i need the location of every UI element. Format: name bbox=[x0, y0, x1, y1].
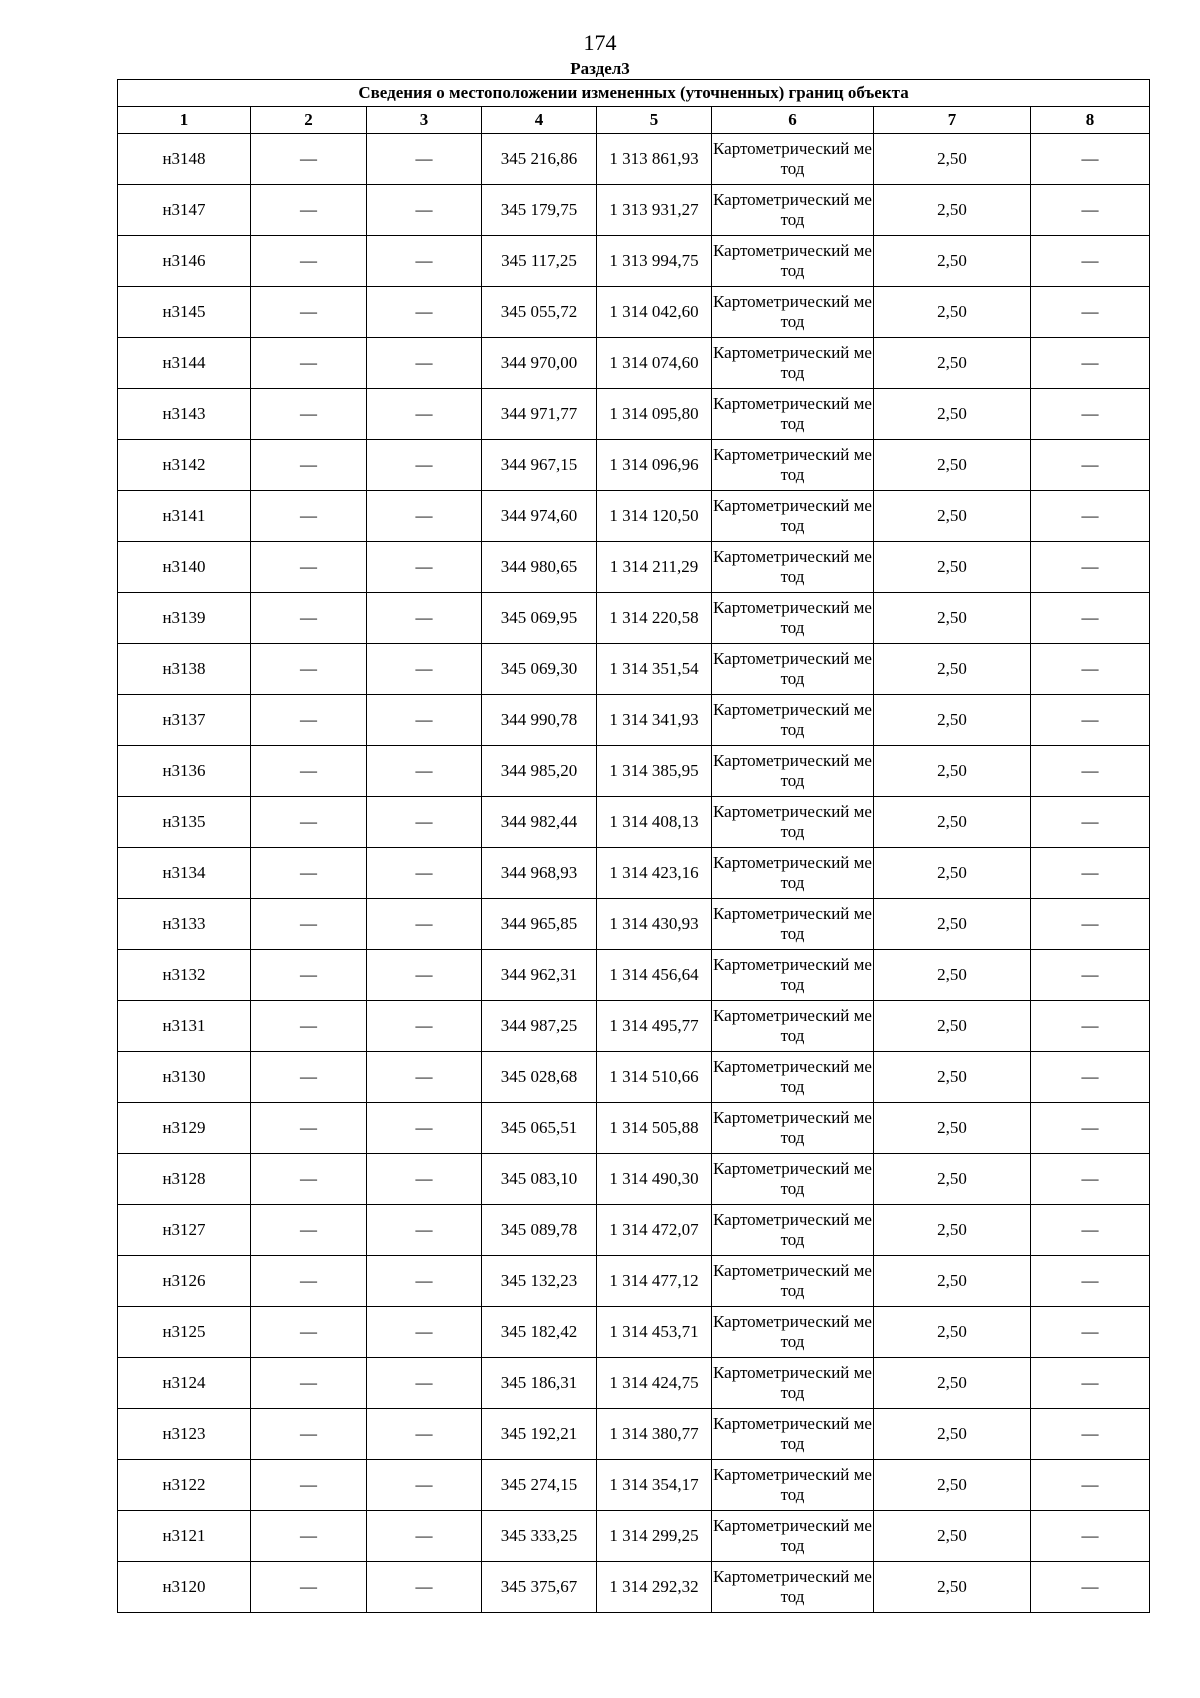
column-2-cell: — bbox=[251, 287, 367, 338]
x-coordinate-cell: 345 065,51 bbox=[482, 1103, 597, 1154]
method-cell: Картометрический метод bbox=[712, 1001, 874, 1052]
column-numbers-row bbox=[118, 107, 1150, 134]
x-coordinate-cell: 345 083,10 bbox=[482, 1154, 597, 1205]
column-2-cell: — bbox=[251, 389, 367, 440]
table-row bbox=[118, 185, 1150, 236]
column-3-cell: — bbox=[367, 491, 482, 542]
y-coordinate-cell: 1 314 220,58 bbox=[597, 593, 712, 644]
accuracy-cell: 2,50 bbox=[874, 1358, 1031, 1409]
table-row bbox=[118, 695, 1150, 746]
column-2-cell: — bbox=[251, 695, 367, 746]
column-2-cell: — bbox=[251, 644, 367, 695]
y-coordinate-cell: 1 314 472,07 bbox=[597, 1205, 712, 1256]
column-8-cell: — bbox=[1031, 287, 1150, 338]
point-cell: н3133 bbox=[118, 899, 251, 950]
column-8-cell: — bbox=[1031, 644, 1150, 695]
method-cell: Картометрический метод bbox=[712, 440, 874, 491]
point-cell: н3139 bbox=[118, 593, 251, 644]
point-cell: н3135 bbox=[118, 797, 251, 848]
y-coordinate-cell: 1 314 380,77 bbox=[597, 1409, 712, 1460]
column-3-cell: — bbox=[367, 1205, 482, 1256]
column-number-8: 8 bbox=[1031, 107, 1150, 134]
point-cell: н3136 bbox=[118, 746, 251, 797]
accuracy-cell: 2,50 bbox=[874, 1409, 1031, 1460]
method-cell: Картометрический метод bbox=[712, 1358, 874, 1409]
column-3-cell: — bbox=[367, 338, 482, 389]
y-coordinate-cell: 1 313 994,75 bbox=[597, 236, 712, 287]
column-2-cell: — bbox=[251, 1358, 367, 1409]
column-3-cell: — bbox=[367, 644, 482, 695]
method-cell: Картометрический метод bbox=[712, 491, 874, 542]
point-cell: н3147 bbox=[118, 185, 251, 236]
column-2-cell: — bbox=[251, 1256, 367, 1307]
accuracy-cell: 2,50 bbox=[874, 695, 1031, 746]
column-3-cell: — bbox=[367, 1511, 482, 1562]
method-cell: Картометрический метод bbox=[712, 593, 874, 644]
y-coordinate-cell: 1 314 453,71 bbox=[597, 1307, 712, 1358]
y-coordinate-cell: 1 314 095,80 bbox=[597, 389, 712, 440]
x-coordinate-cell: 345 333,25 bbox=[482, 1511, 597, 1562]
y-coordinate-cell: 1 314 424,75 bbox=[597, 1358, 712, 1409]
column-3-cell: — bbox=[367, 1103, 482, 1154]
method-cell: Картометрический метод bbox=[712, 848, 874, 899]
table-row bbox=[118, 899, 1150, 950]
table-row bbox=[118, 848, 1150, 899]
column-2-cell: — bbox=[251, 542, 367, 593]
table-row bbox=[118, 338, 1150, 389]
table-row bbox=[118, 746, 1150, 797]
x-coordinate-cell: 344 990,78 bbox=[482, 695, 597, 746]
column-2-cell: — bbox=[251, 797, 367, 848]
column-3-cell: — bbox=[367, 236, 482, 287]
x-coordinate-cell: 345 186,31 bbox=[482, 1358, 597, 1409]
accuracy-cell: 2,50 bbox=[874, 236, 1031, 287]
accuracy-cell: 2,50 bbox=[874, 1562, 1031, 1613]
method-cell: Картометрический метод bbox=[712, 746, 874, 797]
column-8-cell: — bbox=[1031, 1307, 1150, 1358]
method-cell: Картометрический метод bbox=[712, 236, 874, 287]
x-coordinate-cell: 345 132,23 bbox=[482, 1256, 597, 1307]
point-cell: н3130 bbox=[118, 1052, 251, 1103]
point-cell: н3120 bbox=[118, 1562, 251, 1613]
column-8-cell: — bbox=[1031, 440, 1150, 491]
column-8-cell: — bbox=[1031, 1154, 1150, 1205]
point-cell: н3137 bbox=[118, 695, 251, 746]
x-coordinate-cell: 344 974,60 bbox=[482, 491, 597, 542]
column-3-cell: — bbox=[367, 899, 482, 950]
x-coordinate-cell: 345 179,75 bbox=[482, 185, 597, 236]
column-number-6: 6 bbox=[712, 107, 874, 134]
table-row bbox=[118, 1256, 1150, 1307]
column-2-cell: — bbox=[251, 491, 367, 542]
accuracy-cell: 2,50 bbox=[874, 950, 1031, 1001]
accuracy-cell: 2,50 bbox=[874, 1205, 1031, 1256]
method-cell: Картометрический метод bbox=[712, 287, 874, 338]
column-number-5: 5 bbox=[597, 107, 712, 134]
x-coordinate-cell: 344 985,20 bbox=[482, 746, 597, 797]
column-2-cell: — bbox=[251, 1460, 367, 1511]
y-coordinate-cell: 1 314 408,13 bbox=[597, 797, 712, 848]
column-8-cell: — bbox=[1031, 236, 1150, 287]
accuracy-cell: 2,50 bbox=[874, 389, 1031, 440]
y-coordinate-cell: 1 313 931,27 bbox=[597, 185, 712, 236]
y-coordinate-cell: 1 314 385,95 bbox=[597, 746, 712, 797]
table-row bbox=[118, 1001, 1150, 1052]
column-8-cell: — bbox=[1031, 1001, 1150, 1052]
column-8-cell: — bbox=[1031, 1562, 1150, 1613]
table-row bbox=[118, 1205, 1150, 1256]
point-cell: н3141 bbox=[118, 491, 251, 542]
column-8-cell: — bbox=[1031, 695, 1150, 746]
column-8-cell: — bbox=[1031, 389, 1150, 440]
y-coordinate-cell: 1 314 074,60 bbox=[597, 338, 712, 389]
point-cell: н3148 bbox=[118, 134, 251, 185]
point-cell: н3142 bbox=[118, 440, 251, 491]
column-2-cell: — bbox=[251, 1001, 367, 1052]
accuracy-cell: 2,50 bbox=[874, 287, 1031, 338]
x-coordinate-cell: 345 069,30 bbox=[482, 644, 597, 695]
column-8-cell: — bbox=[1031, 1358, 1150, 1409]
table-row bbox=[118, 287, 1150, 338]
column-2-cell: — bbox=[251, 593, 367, 644]
y-coordinate-cell: 1 314 354,17 bbox=[597, 1460, 712, 1511]
method-cell: Картометрический метод bbox=[712, 950, 874, 1001]
accuracy-cell: 2,50 bbox=[874, 797, 1031, 848]
table-row bbox=[118, 134, 1150, 185]
method-cell: Картометрический метод bbox=[712, 185, 874, 236]
section-title: Раздел3 bbox=[570, 59, 630, 78]
x-coordinate-cell: 344 987,25 bbox=[482, 1001, 597, 1052]
column-3-cell: — bbox=[367, 1154, 482, 1205]
table-row bbox=[118, 593, 1150, 644]
column-2-cell: — bbox=[251, 134, 367, 185]
accuracy-cell: 2,50 bbox=[874, 1256, 1031, 1307]
method-cell: Картометрический метод bbox=[712, 899, 874, 950]
column-8-cell: — bbox=[1031, 338, 1150, 389]
column-8-cell: — bbox=[1031, 134, 1150, 185]
method-cell: Картометрический метод bbox=[712, 1256, 874, 1307]
table-row bbox=[118, 1358, 1150, 1409]
method-cell: Картометрический метод bbox=[712, 1562, 874, 1613]
column-8-cell: — bbox=[1031, 491, 1150, 542]
table-row bbox=[118, 1103, 1150, 1154]
column-2-cell: — bbox=[251, 236, 367, 287]
table-row bbox=[118, 1409, 1150, 1460]
column-2-cell: — bbox=[251, 848, 367, 899]
table-caption-row bbox=[118, 80, 1150, 107]
y-coordinate-cell: 1 313 861,93 bbox=[597, 134, 712, 185]
method-cell: Картометрический метод bbox=[712, 542, 874, 593]
method-cell: Картометрический метод bbox=[712, 1409, 874, 1460]
point-cell: н3144 bbox=[118, 338, 251, 389]
y-coordinate-cell: 1 314 505,88 bbox=[597, 1103, 712, 1154]
point-cell: н3146 bbox=[118, 236, 251, 287]
x-coordinate-cell: 344 971,77 bbox=[482, 389, 597, 440]
column-8-cell: — bbox=[1031, 185, 1150, 236]
column-3-cell: — bbox=[367, 1001, 482, 1052]
accuracy-cell: 2,50 bbox=[874, 338, 1031, 389]
method-cell: Картометрический метод bbox=[712, 695, 874, 746]
column-3-cell: — bbox=[367, 695, 482, 746]
table-row bbox=[118, 542, 1150, 593]
y-coordinate-cell: 1 314 211,29 bbox=[597, 542, 712, 593]
column-3-cell: — bbox=[367, 542, 482, 593]
boundary-coordinates-table bbox=[117, 79, 1150, 1613]
y-coordinate-cell: 1 314 490,30 bbox=[597, 1154, 712, 1205]
accuracy-cell: 2,50 bbox=[874, 1103, 1031, 1154]
x-coordinate-cell: 344 962,31 bbox=[482, 950, 597, 1001]
point-cell: н3123 bbox=[118, 1409, 251, 1460]
column-2-cell: — bbox=[251, 1154, 367, 1205]
method-cell: Картометрический метод bbox=[712, 1511, 874, 1562]
point-cell: н3122 bbox=[118, 1460, 251, 1511]
column-3-cell: — bbox=[367, 287, 482, 338]
y-coordinate-cell: 1 314 120,50 bbox=[597, 491, 712, 542]
method-cell: Картометрический метод bbox=[712, 1154, 874, 1205]
column-8-cell: — bbox=[1031, 1052, 1150, 1103]
column-8-cell: — bbox=[1031, 542, 1150, 593]
point-cell: н3138 bbox=[118, 644, 251, 695]
y-coordinate-cell: 1 314 456,64 bbox=[597, 950, 712, 1001]
point-cell: н3145 bbox=[118, 287, 251, 338]
column-8-cell: — bbox=[1031, 1256, 1150, 1307]
method-cell: Картометрический метод bbox=[712, 644, 874, 695]
accuracy-cell: 2,50 bbox=[874, 848, 1031, 899]
column-3-cell: — bbox=[367, 746, 482, 797]
accuracy-cell: 2,50 bbox=[874, 746, 1031, 797]
x-coordinate-cell: 344 970,00 bbox=[482, 338, 597, 389]
column-2-cell: — bbox=[251, 1511, 367, 1562]
x-coordinate-cell: 345 055,72 bbox=[482, 287, 597, 338]
x-coordinate-cell: 345 216,86 bbox=[482, 134, 597, 185]
column-8-cell: — bbox=[1031, 1205, 1150, 1256]
table-row bbox=[118, 491, 1150, 542]
column-2-cell: — bbox=[251, 1307, 367, 1358]
x-coordinate-cell: 345 182,42 bbox=[482, 1307, 597, 1358]
y-coordinate-cell: 1 314 341,93 bbox=[597, 695, 712, 746]
table-row bbox=[118, 236, 1150, 287]
accuracy-cell: 2,50 bbox=[874, 185, 1031, 236]
y-coordinate-cell: 1 314 510,66 bbox=[597, 1052, 712, 1103]
column-3-cell: — bbox=[367, 950, 482, 1001]
method-cell: Картометрический метод bbox=[712, 1460, 874, 1511]
method-cell: Картометрический метод bbox=[712, 797, 874, 848]
column-2-cell: — bbox=[251, 1052, 367, 1103]
table-row bbox=[118, 1511, 1150, 1562]
y-coordinate-cell: 1 314 430,93 bbox=[597, 899, 712, 950]
point-cell: н3131 bbox=[118, 1001, 251, 1052]
accuracy-cell: 2,50 bbox=[874, 593, 1031, 644]
column-3-cell: — bbox=[367, 593, 482, 644]
column-8-cell: — bbox=[1031, 950, 1150, 1001]
table-row bbox=[118, 389, 1150, 440]
column-3-cell: — bbox=[367, 1256, 482, 1307]
column-8-cell: — bbox=[1031, 797, 1150, 848]
column-3-cell: — bbox=[367, 134, 482, 185]
column-3-cell: — bbox=[367, 1460, 482, 1511]
method-cell: Картометрический метод bbox=[712, 1052, 874, 1103]
method-cell: Картометрический метод bbox=[712, 134, 874, 185]
column-2-cell: — bbox=[251, 185, 367, 236]
y-coordinate-cell: 1 314 299,25 bbox=[597, 1511, 712, 1562]
method-cell: Картометрический метод bbox=[712, 389, 874, 440]
column-2-cell: — bbox=[251, 950, 367, 1001]
table-row bbox=[118, 1562, 1150, 1613]
accuracy-cell: 2,50 bbox=[874, 134, 1031, 185]
point-cell: н3127 bbox=[118, 1205, 251, 1256]
column-3-cell: — bbox=[367, 1562, 482, 1613]
accuracy-cell: 2,50 bbox=[874, 1307, 1031, 1358]
x-coordinate-cell: 344 965,85 bbox=[482, 899, 597, 950]
table-row bbox=[118, 440, 1150, 491]
point-cell: н3134 bbox=[118, 848, 251, 899]
column-2-cell: — bbox=[251, 746, 367, 797]
column-2-cell: — bbox=[251, 1103, 367, 1154]
y-coordinate-cell: 1 314 042,60 bbox=[597, 287, 712, 338]
point-cell: н3125 bbox=[118, 1307, 251, 1358]
table-body bbox=[118, 134, 1150, 1613]
column-2-cell: — bbox=[251, 1562, 367, 1613]
x-coordinate-cell: 345 117,25 bbox=[482, 236, 597, 287]
column-3-cell: — bbox=[367, 848, 482, 899]
column-2-cell: — bbox=[251, 440, 367, 491]
column-3-cell: — bbox=[367, 1358, 482, 1409]
column-3-cell: — bbox=[367, 185, 482, 236]
x-coordinate-cell: 345 274,15 bbox=[482, 1460, 597, 1511]
accuracy-cell: 2,50 bbox=[874, 644, 1031, 695]
y-coordinate-cell: 1 314 351,54 bbox=[597, 644, 712, 695]
column-8-cell: — bbox=[1031, 1511, 1150, 1562]
column-8-cell: — bbox=[1031, 593, 1150, 644]
table-row bbox=[118, 797, 1150, 848]
y-coordinate-cell: 1 314 096,96 bbox=[597, 440, 712, 491]
column-3-cell: — bbox=[367, 1307, 482, 1358]
x-coordinate-cell: 345 028,68 bbox=[482, 1052, 597, 1103]
method-cell: Картометрический метод bbox=[712, 1205, 874, 1256]
accuracy-cell: 2,50 bbox=[874, 1052, 1031, 1103]
x-coordinate-cell: 344 982,44 bbox=[482, 797, 597, 848]
y-coordinate-cell: 1 314 477,12 bbox=[597, 1256, 712, 1307]
column-number-2: 2 bbox=[251, 107, 367, 134]
accuracy-cell: 2,50 bbox=[874, 1154, 1031, 1205]
method-cell: Картометрический метод bbox=[712, 338, 874, 389]
method-cell: Картометрический метод bbox=[712, 1307, 874, 1358]
point-cell: н3124 bbox=[118, 1358, 251, 1409]
table-row bbox=[118, 644, 1150, 695]
column-number-7: 7 bbox=[874, 107, 1031, 134]
page-number: 174 bbox=[583, 30, 617, 55]
table-row bbox=[118, 1154, 1150, 1205]
table-row bbox=[118, 1052, 1150, 1103]
column-2-cell: — bbox=[251, 338, 367, 389]
accuracy-cell: 2,50 bbox=[874, 440, 1031, 491]
column-2-cell: — bbox=[251, 1205, 367, 1256]
column-8-cell: — bbox=[1031, 848, 1150, 899]
column-8-cell: — bbox=[1031, 1460, 1150, 1511]
x-coordinate-cell: 345 192,21 bbox=[482, 1409, 597, 1460]
column-number-3: 3 bbox=[367, 107, 482, 134]
x-coordinate-cell: 344 967,15 bbox=[482, 440, 597, 491]
accuracy-cell: 2,50 bbox=[874, 899, 1031, 950]
y-coordinate-cell: 1 314 423,16 bbox=[597, 848, 712, 899]
accuracy-cell: 2,50 bbox=[874, 1460, 1031, 1511]
column-number-1: 1 bbox=[118, 107, 251, 134]
column-3-cell: — bbox=[367, 440, 482, 491]
accuracy-cell: 2,50 bbox=[874, 491, 1031, 542]
y-coordinate-cell: 1 314 292,32 bbox=[597, 1562, 712, 1613]
accuracy-cell: 2,50 bbox=[874, 1511, 1031, 1562]
point-cell: н3129 bbox=[118, 1103, 251, 1154]
point-cell: н3126 bbox=[118, 1256, 251, 1307]
table-caption: Сведения о местоположении измененных (уточненных) границ объекта bbox=[118, 80, 1150, 107]
column-3-cell: — bbox=[367, 1409, 482, 1460]
point-cell: н3140 bbox=[118, 542, 251, 593]
table-row bbox=[118, 1460, 1150, 1511]
x-coordinate-cell: 345 089,78 bbox=[482, 1205, 597, 1256]
x-coordinate-cell: 345 375,67 bbox=[482, 1562, 597, 1613]
table-row bbox=[118, 950, 1150, 1001]
column-3-cell: — bbox=[367, 1052, 482, 1103]
x-coordinate-cell: 344 980,65 bbox=[482, 542, 597, 593]
column-2-cell: — bbox=[251, 1409, 367, 1460]
point-cell: н3132 bbox=[118, 950, 251, 1001]
point-cell: н3128 bbox=[118, 1154, 251, 1205]
column-8-cell: — bbox=[1031, 1409, 1150, 1460]
x-coordinate-cell: 345 069,95 bbox=[482, 593, 597, 644]
column-8-cell: — bbox=[1031, 899, 1150, 950]
column-8-cell: — bbox=[1031, 746, 1150, 797]
accuracy-cell: 2,50 bbox=[874, 1001, 1031, 1052]
x-coordinate-cell: 344 968,93 bbox=[482, 848, 597, 899]
column-3-cell: — bbox=[367, 389, 482, 440]
method-cell: Картометрический метод bbox=[712, 1103, 874, 1154]
column-2-cell: — bbox=[251, 899, 367, 950]
column-3-cell: — bbox=[367, 797, 482, 848]
point-cell: н3143 bbox=[118, 389, 251, 440]
table-row bbox=[118, 1307, 1150, 1358]
accuracy-cell: 2,50 bbox=[874, 542, 1031, 593]
point-cell: н3121 bbox=[118, 1511, 251, 1562]
column-number-4: 4 bbox=[482, 107, 597, 134]
y-coordinate-cell: 1 314 495,77 bbox=[597, 1001, 712, 1052]
column-8-cell: — bbox=[1031, 1103, 1150, 1154]
